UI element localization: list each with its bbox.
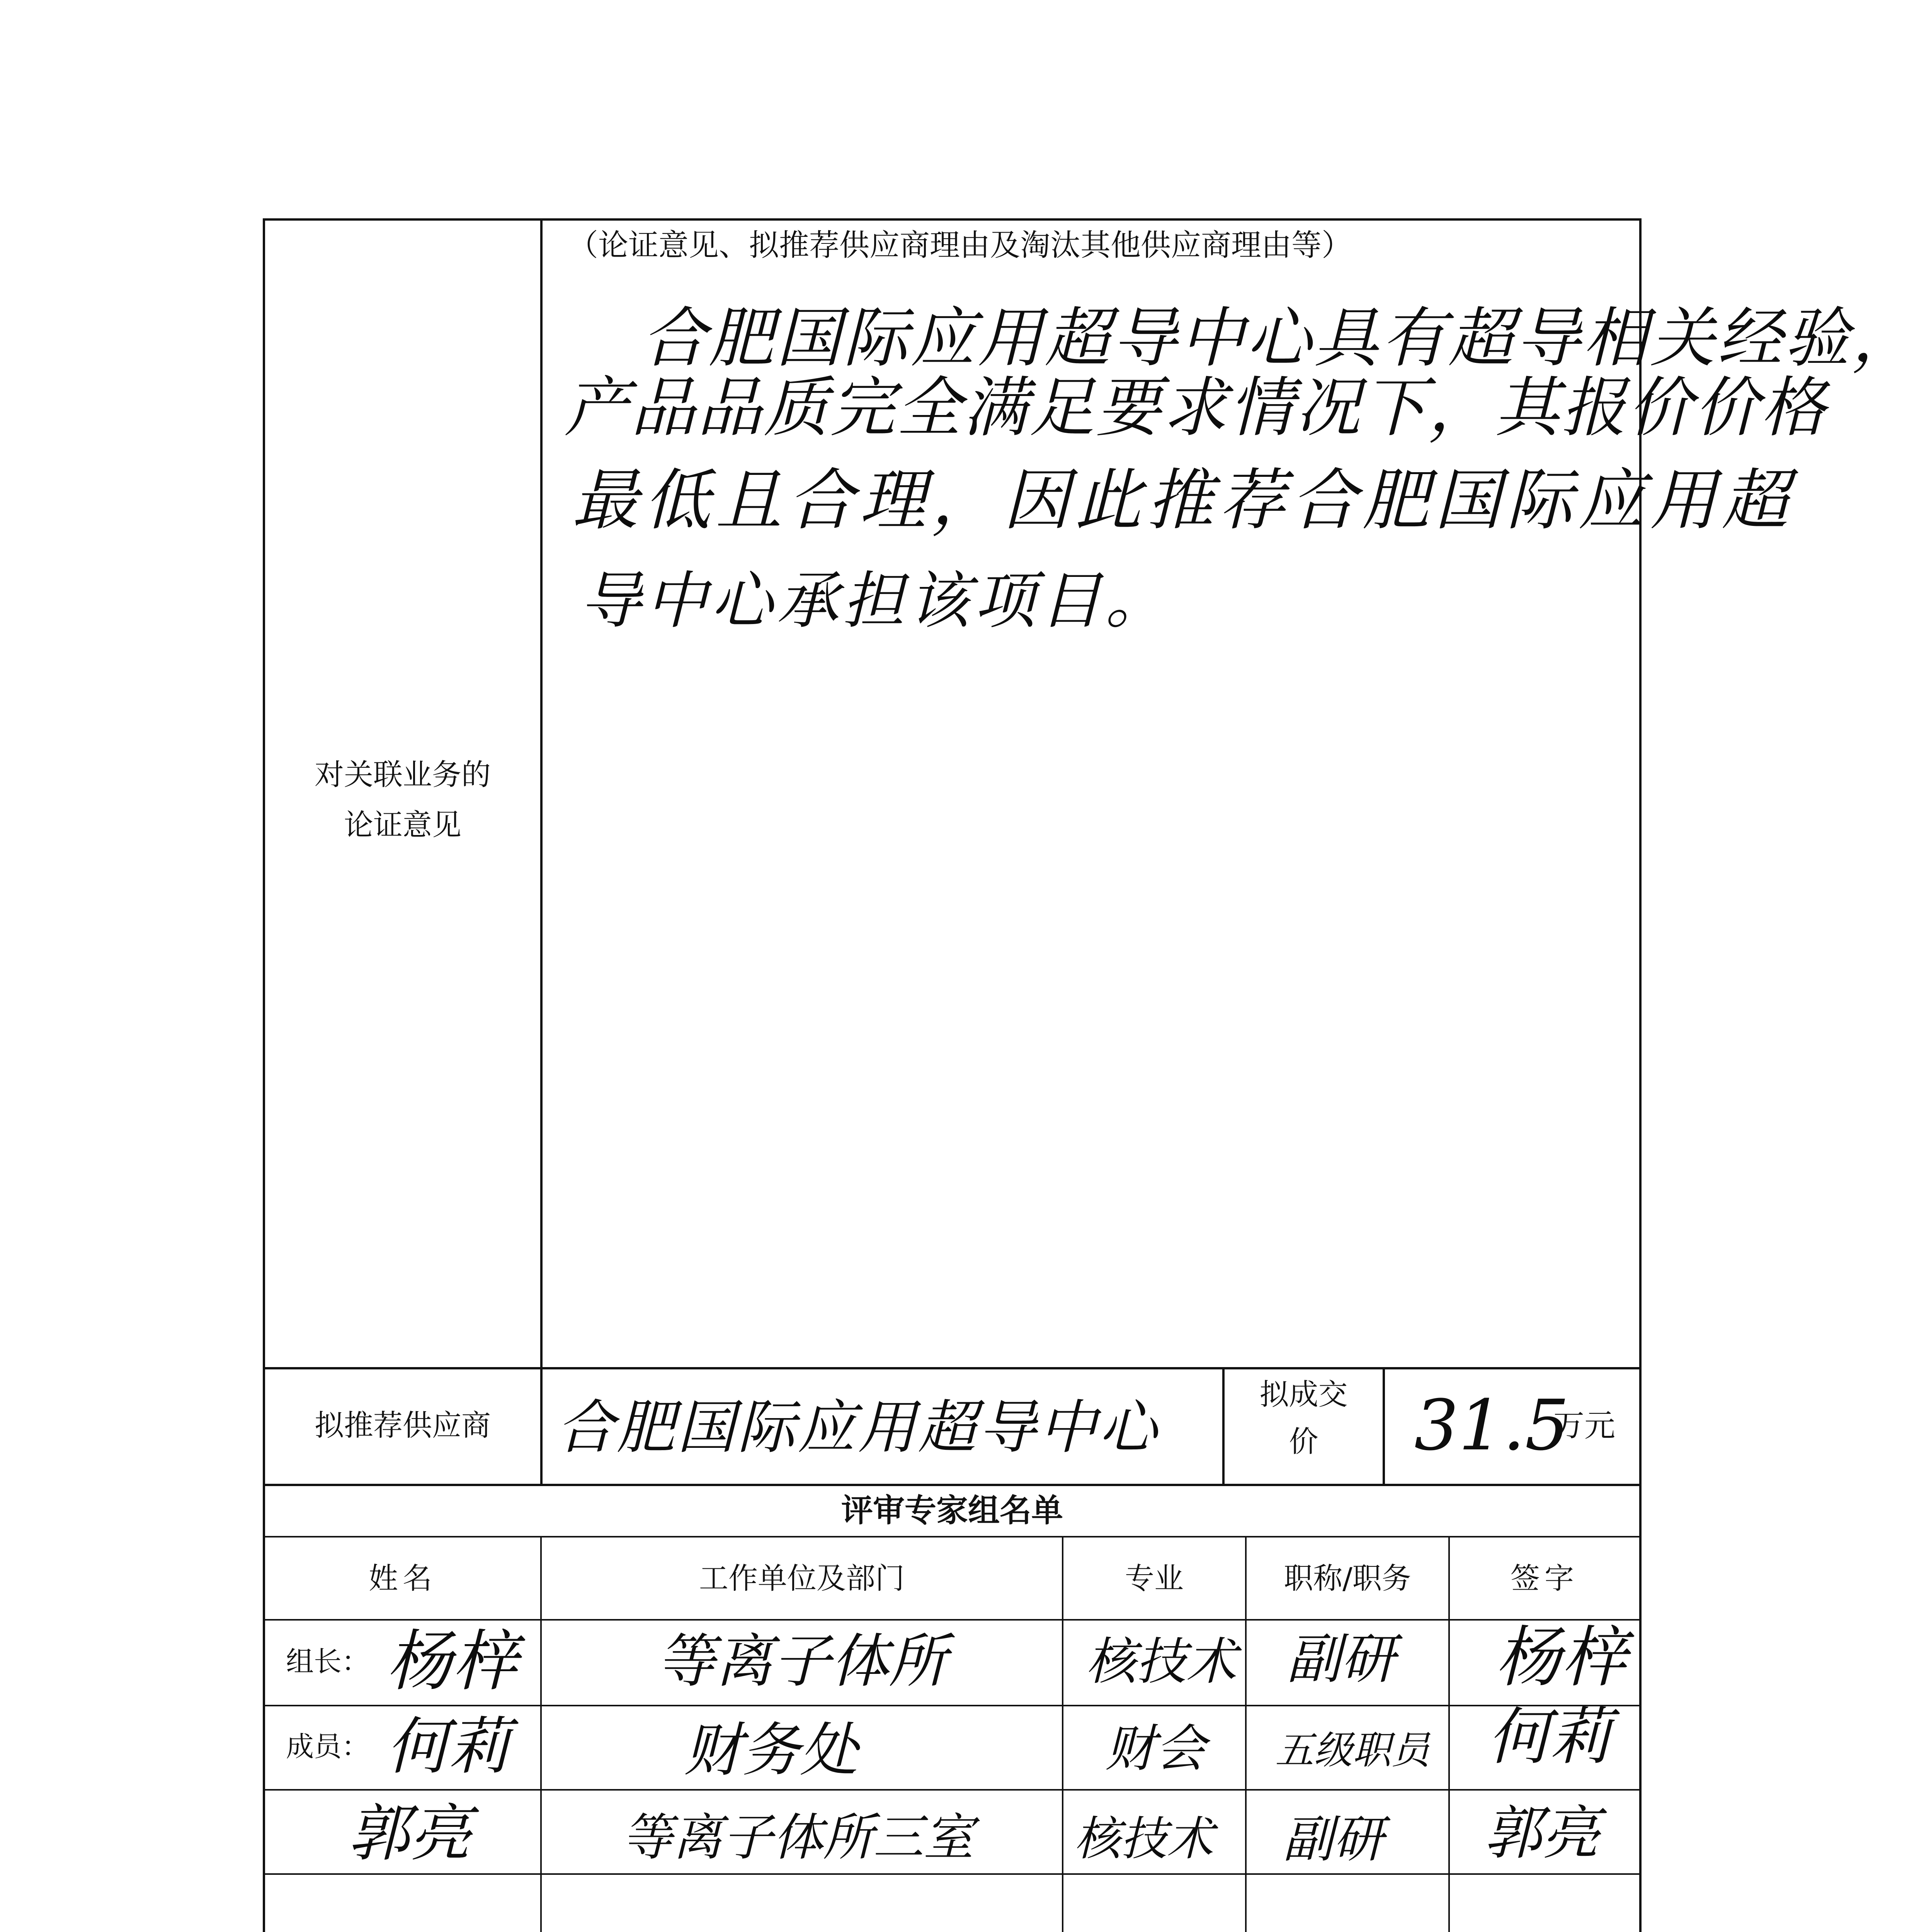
- row-divider-argument: [263, 1367, 1642, 1369]
- expert-row3-name: 郭亮: [348, 1797, 472, 1869]
- expert-row2-unit: 财务处: [684, 1717, 858, 1784]
- row-divider-expert-title: [263, 1536, 1642, 1537]
- table-left-border: [263, 218, 265, 1932]
- argument-label-line1: 对关联业务的: [315, 757, 491, 792]
- expert-row2-role: 成员：: [286, 1730, 370, 1763]
- expert-row1-title: 副研: [1287, 1628, 1395, 1691]
- argument-line-2: 产品品质完全满足要求情况下，其报价价格: [564, 370, 1827, 446]
- expert-row3-unit: 等离子体所三室: [622, 1808, 974, 1867]
- expert-row2-signature: 何莉: [1488, 1701, 1612, 1773]
- col-divider-price-label-right: [1383, 1367, 1385, 1484]
- expert-header-signature: 签字: [1511, 1561, 1579, 1595]
- expert-row1-name: 杨梓: [386, 1623, 518, 1700]
- price-label: [1225, 1371, 1383, 1465]
- expert-header-title: 职称/职务: [1284, 1561, 1411, 1595]
- price-label-line2: 价: [1289, 1424, 1318, 1459]
- col-divider-label-top: [540, 218, 543, 1484]
- argument-line-3: 最低且合理，因此推荐合肥国际应用超: [572, 461, 1794, 539]
- price-label-line1: 拟成交: [1259, 1377, 1348, 1412]
- argument-label-line2: 论证意见: [344, 808, 461, 842]
- supplier-label: 拟推荐供应商: [315, 1408, 491, 1442]
- expert-row1-signature: 杨梓: [1495, 1619, 1627, 1696]
- supplier-name: 合肥国际应用超导中心: [556, 1394, 1160, 1461]
- price-value: 31.5: [1414, 1385, 1569, 1466]
- row-divider-expert-header: [263, 1619, 1642, 1621]
- expert-row3-title: 副研: [1283, 1810, 1384, 1869]
- expert-row2-major: 财会: [1105, 1719, 1206, 1778]
- argument-line-1: 合肥国际应用超导中心具有超导相关经验，: [641, 300, 1919, 376]
- expert-row2-name: 何莉: [386, 1710, 510, 1782]
- argument-label: [265, 750, 540, 850]
- expert-row3-major: 核技术: [1074, 1812, 1213, 1866]
- expert-row1-major: 核技术: [1086, 1632, 1237, 1691]
- row-divider-expert-1: [263, 1705, 1642, 1706]
- expert-row2-title: 五级职员: [1275, 1728, 1430, 1773]
- expert-group-title: 评审专家组名单: [841, 1492, 1063, 1529]
- row-divider-supplier: [263, 1484, 1642, 1486]
- expert-header-name: 姓名: [369, 1561, 437, 1595]
- table-top-border: [263, 218, 1642, 221]
- argument-hint: （论证意见、拟推荐供应商理由及淘汰其他供应商理由等）: [568, 228, 1352, 263]
- expert-row1-unit: 等离子体所: [657, 1628, 947, 1695]
- argument-line-4: 导中心承担该项目。: [580, 565, 1171, 637]
- row-divider-expert-2: [263, 1789, 1642, 1791]
- price-unit: 万元: [1553, 1408, 1615, 1444]
- expert-row3-signature: 郭亮: [1484, 1800, 1600, 1867]
- expert-header-major: 专业: [1125, 1561, 1184, 1595]
- expert-header-unit: 工作单位及部门: [699, 1561, 905, 1595]
- row-divider-expert-3: [263, 1873, 1642, 1875]
- expert-row1-role: 组长：: [286, 1645, 370, 1678]
